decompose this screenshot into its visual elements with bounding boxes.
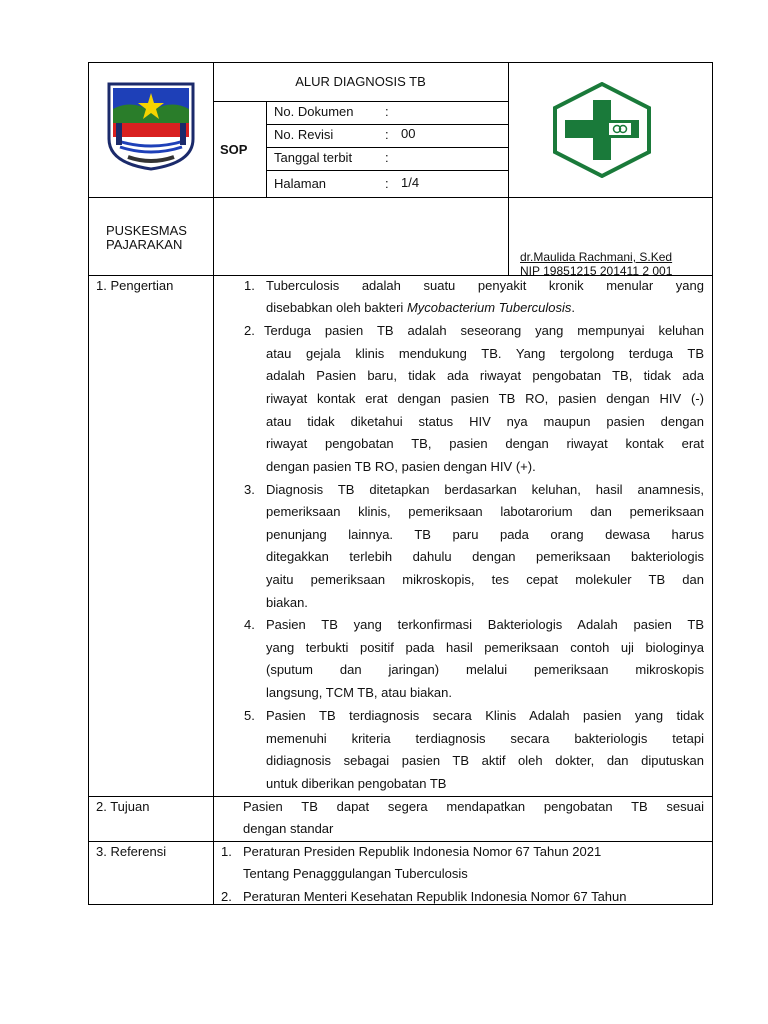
list-item-line: Terduga pasien TB adalah seseorang yang mempunyai keluhan bbox=[264, 323, 704, 338]
list-item-line: dengan pasien TB RO, pasien dengan HIV (+). bbox=[266, 459, 536, 474]
regency-emblem-logo bbox=[106, 81, 196, 171]
field-value-halaman: 1/4 bbox=[401, 175, 420, 190]
org-name-line1: PUSKESMAS bbox=[106, 223, 187, 238]
field-label-tanggal-terbit: Tanggal terbit bbox=[274, 150, 353, 165]
section-label-tujuan: 2. Tujuan bbox=[96, 799, 150, 814]
list-item-line: Pasien TB yang terkonfirmasi Bakteriologis Adalah pasien TB bbox=[266, 617, 704, 632]
list-item-line: memenuhi kriteria terdiagnosis secara bakteriologis tetapi bbox=[266, 731, 704, 746]
list-item-line: riwayat pengobatan TB, pasien dengan riwayat kontak erat bbox=[266, 436, 704, 451]
list-item-line: Tentang Penagggulangan Tuberculosis bbox=[243, 866, 468, 881]
list-item-line: Peraturan Menteri Kesehatan Republik Indonesia Nomor 67 Tahun bbox=[243, 889, 627, 904]
list-item-number: 2. bbox=[221, 889, 232, 904]
field-sep: : bbox=[385, 104, 389, 119]
list-item-line: Tuberculosis adalah suatu penyakit kronik menular yang bbox=[266, 278, 704, 293]
field-sep: : bbox=[385, 150, 389, 165]
list-item-line: riwayat kontak erat dengan pasien TB RO, pasien dengan HIV (-) bbox=[266, 391, 704, 406]
organism-name: Mycobacterium Tuberculosis bbox=[406, 300, 572, 315]
list-item-line: atau gejala klinis mendukung TB. Yang tergolong terduga TB bbox=[266, 346, 704, 361]
list-item-line: biakan. bbox=[266, 595, 308, 610]
tujuan-text-line: dengan standar bbox=[243, 821, 334, 836]
list-item-number: 5. bbox=[244, 708, 255, 723]
list-item-line: Peraturan Presiden Republik Indonesia Nomor 67 Tahun 2021 bbox=[243, 844, 602, 859]
list-item-line: atau tidak diketahui status HIV nya maupun pasien dengan bbox=[266, 414, 704, 429]
list-item-line: untuk diberikan pengobatan TB bbox=[266, 776, 447, 791]
puskesmas-cross-logo bbox=[551, 82, 653, 178]
org-name-line2: PAJARAKAN bbox=[106, 237, 183, 252]
signer-nip: NIP 19851215 201411 2 001 bbox=[520, 264, 673, 278]
list-item-number: 4. bbox=[244, 617, 255, 632]
field-sep: : bbox=[385, 176, 389, 191]
section-label-pengertian: 1. Pengertian bbox=[96, 278, 174, 293]
section-label-referensi: 3. Referensi bbox=[96, 844, 167, 859]
document-title: ALUR DIAGNOSIS TB bbox=[295, 74, 426, 89]
list-item-line: ditegakkan terlebih dahulu dengan pemeriksaan bakteriologis bbox=[266, 549, 704, 564]
list-item-line: (sputum dan jaringan) melalui pemeriksaan mikroskopis bbox=[266, 662, 704, 677]
field-label-no-revisi: No. Revisi bbox=[274, 127, 334, 142]
list-item-number: 1. bbox=[221, 844, 232, 859]
signer-name: dr.Maulida Rachmani, S.Ked bbox=[520, 250, 673, 264]
list-item-number: 1. bbox=[244, 278, 255, 293]
list-item-line: adalah Pasien baru, tidak ada riwayat pengobatan TB, tidak ada bbox=[266, 368, 704, 383]
list-item-line: yang terbukti positif pada hasil pemeriksaan contoh uji biologinya bbox=[266, 640, 704, 655]
list-item-number: 2. bbox=[244, 323, 255, 338]
list-item-line: yaitu pemeriksaan mikroskopis, tes cepat molekuler TB dan bbox=[266, 572, 704, 587]
list-item-line: didiagnosis sebagai pasien TB aktif oleh dokter, dan diputuskan bbox=[266, 753, 704, 768]
field-label-no-dokumen: No. Dokumen bbox=[274, 104, 354, 119]
field-label-halaman: Halaman bbox=[274, 176, 327, 191]
tujuan-text-line: Pasien TB dapat segera mendapatkan pengobatan TB sesuai bbox=[243, 799, 704, 814]
list-item-line: penunjang lainnya. TB paru pada orang dewasa harus bbox=[266, 527, 704, 542]
list-item-line: langsung, TCM TB, atau biakan. bbox=[266, 685, 452, 700]
list-item-number: 3. bbox=[244, 482, 255, 497]
list-item-line: pemeriksaan klinis, pemeriksaan labotarorium dan pemeriksaan bbox=[266, 504, 704, 519]
list-item-line: Diagnosis TB ditetapkan berdasarkan keluhan, hasil anamnesis, bbox=[266, 482, 704, 497]
field-value-no-revisi: 00 bbox=[401, 126, 416, 141]
field-sep: : bbox=[385, 127, 389, 142]
sop-label: SOP bbox=[220, 142, 248, 157]
list-item-line: disebabkan oleh bakteri Mycobacterium Tuberculosis. bbox=[266, 300, 576, 315]
list-item-line: Pasien TB terdiagnosis secara Klinis Adalah pasien yang tidak bbox=[266, 708, 704, 723]
